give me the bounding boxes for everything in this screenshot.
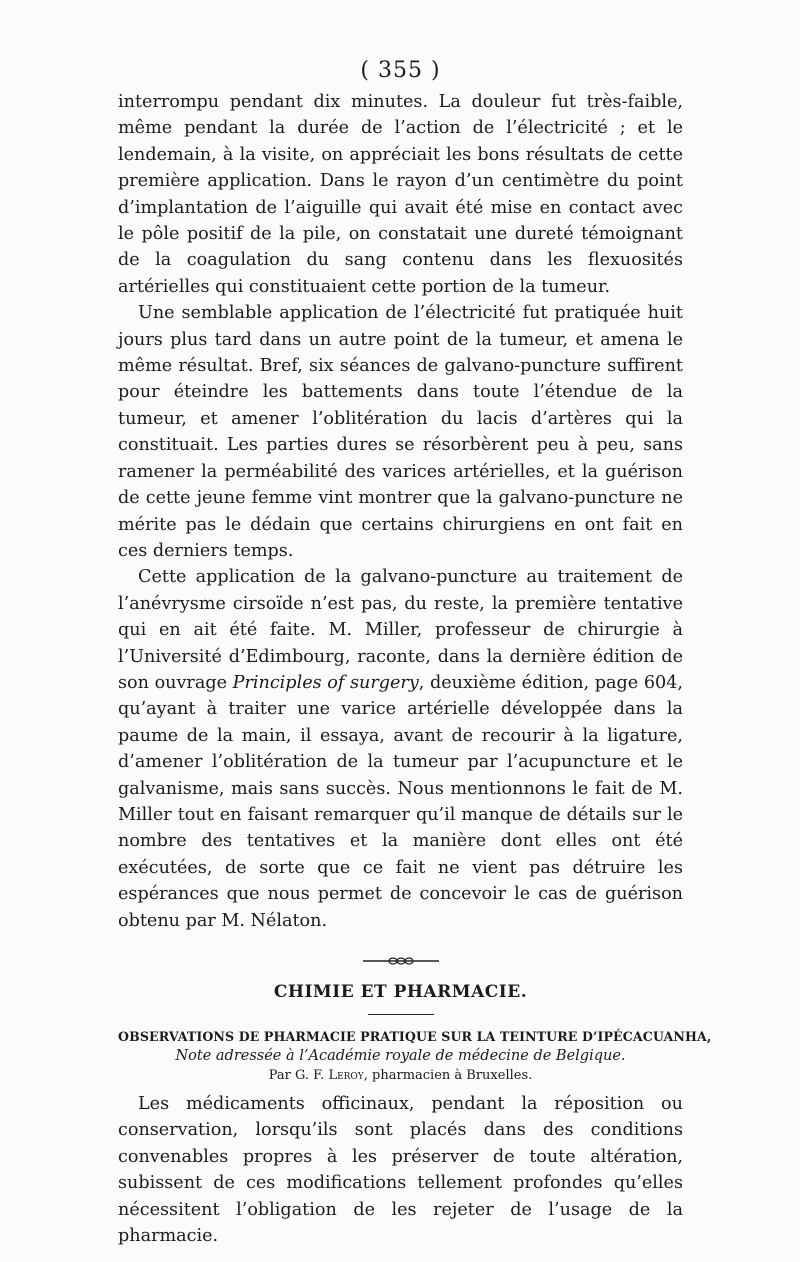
article-author xyxy=(118,1068,683,1083)
page xyxy=(118,58,712,1249)
section-rule xyxy=(368,1014,434,1015)
paragraph-4: Les médicaments officinaux, pendant la réposition ou conservation, lorsqu’ils sont placés dans des conditions convenables propres à les préserver de toute altération, subissent de ces modifications tellement profondes qu’elles nécessitent l’obligation de les rejeter de l’usage de la pharmacie. xyxy=(118,1094,683,1247)
author-name: Leroy xyxy=(328,1068,364,1083)
book-title: Principles of surgery xyxy=(232,672,419,693)
paragraph-3 xyxy=(118,564,683,934)
section-title: CHIMIE ET PHARMACIE. xyxy=(273,982,528,1002)
paragraph-3-text-b: , deuxième édition, page 604, qu’ayant à traiter une varice artérielle développée dans la paume de la main, il essaya, avant de recourir à la ligature, d’amener l’oblitération de la tumeur par l’acupuncture et le galvanisme, mais sans succès. Nous mentionnons le fait de M. Miller tout en faisant remarquer qu’il manque de détails sur le nombre des tentatives et la manière dont elles ont été exécutées, de sorte que ce fait ne vient pas détruire les espérances que nous permet de concevoir le cas de guérison obtenu par M. Nélaton. xyxy=(118,672,684,931)
paragraph-3-text-a: Cette application de la galvano-puncture au traitement de l’anévrysme cirsoïde n’est pas, du reste, la première tentative qui en ait été faite. M. Miller, professeur de chirurgie à l’Université d’Edimbourg, raconte, dans la dernière édition de son ouvrage xyxy=(118,567,683,693)
author-suffix: , pharmacien à Bruxelles. xyxy=(363,1068,533,1083)
article-note: Note adressée à l’Académie royale de médecine de Belgique. xyxy=(175,1048,626,1064)
paragraph-2: Une semblable application de l’électricité fut pratiquée huit jours plus tard dans un autre point de la tumeur, et amena le même résultat. Bref, six séances de galvano-puncture suffirent pour éteindre les battements dans toute l’étendue de la tumeur, et amener l’oblitération du lacis d’artères qui la constituait. Les parties dures se résorbèrent peu à peu, sans ramener la perméabilité des varices artérielles, et la guérison de cette jeune femme vint montrer que la galvano-puncture ne mérite pas le dédain que certains chirurgiens en ont fait en ces derniers temps. xyxy=(118,303,683,561)
author-prefix: Par G. F. xyxy=(268,1068,329,1083)
ornament-divider-icon xyxy=(363,956,439,966)
page-number: ( 355 ) xyxy=(360,58,441,83)
paragraph-1: interrompu pendant dix minutes. La douleur fut très-faible, même pendant la durée de l’action de l’électricité ; et le lendemain, à la visite, on appréciait les bons résultats de cette première application. Dans le rayon d’un centimètre du point d’implantation de l’aiguille qui avait été mise en contact avec le pôle positif de la pile, on constatait une dureté témoignant de la coagulation du sang contenu dans les flexuosités artérielles qui constituaient cette portion de la tumeur. xyxy=(118,92,683,297)
article-title: OBSERVATIONS DE PHARMACIE PRATIQUE SUR LA TEINTURE D’IPÉCACUANHA, xyxy=(118,1029,712,1044)
